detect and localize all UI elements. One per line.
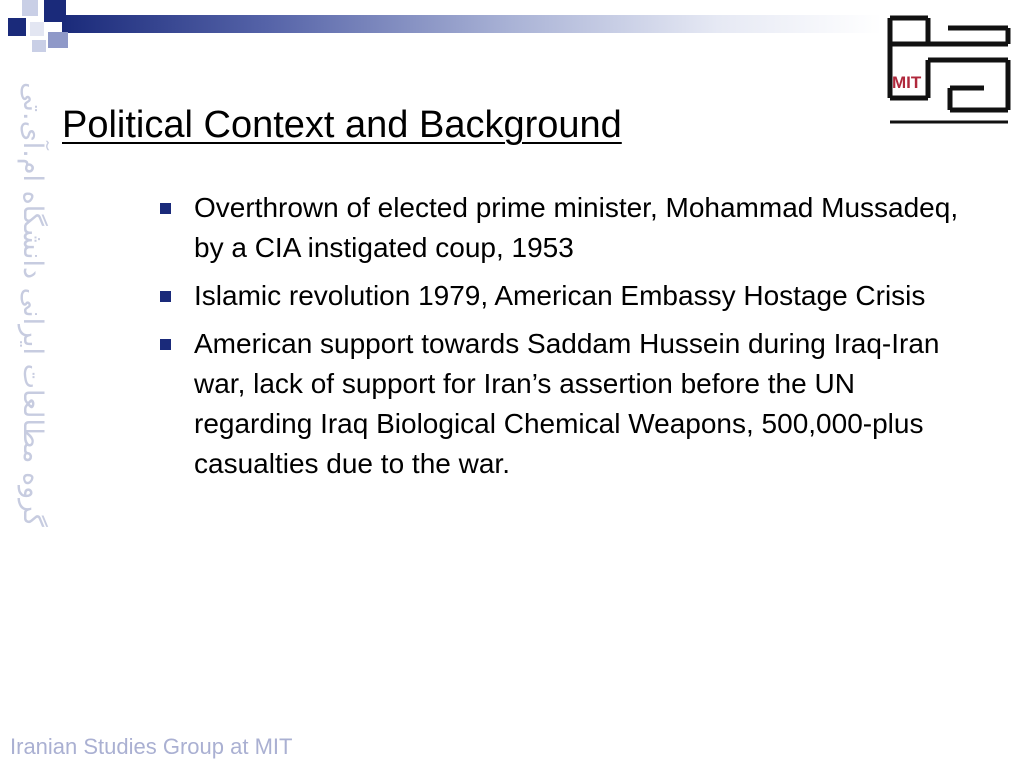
isg-logo xyxy=(884,14,1012,126)
decor-square xyxy=(48,32,68,48)
bullet-text: American support towards Saddam Hussein during Iraq-Iran war, lack of support for Iran’s assertion before the UN regarding Iraq Biological Chemical Weapons, 500,000-plus casualties due to the war. xyxy=(194,328,940,479)
logo-mit-text: MIT xyxy=(892,73,922,92)
bullet-item xyxy=(158,188,973,268)
square-bullet-icon xyxy=(160,339,171,350)
square-bullet-icon xyxy=(160,291,171,302)
slide-title: Political Context and Background xyxy=(62,104,622,146)
side-watermark: گروه مطالعات ایرانی دانشگاه ام.آی.تی xyxy=(17,82,48,527)
header-gradient-bar xyxy=(62,15,882,33)
footer-text: Iranian Studies Group at MIT xyxy=(10,734,293,759)
decor-square xyxy=(32,40,46,52)
bullet-item xyxy=(158,276,973,316)
bullet-item xyxy=(158,324,973,484)
decor-square xyxy=(30,22,44,36)
decor-square xyxy=(8,18,26,36)
bullet-list xyxy=(158,188,973,492)
square-bullet-icon xyxy=(160,203,171,214)
decor-square xyxy=(44,0,66,22)
bullet-text: Overthrown of elected prime minister, Mohammad Mussadeq, by a CIA instigated coup, 1953 xyxy=(194,192,959,263)
decor-square xyxy=(22,0,38,16)
bullet-text: Islamic revolution 1979, American Embassy Hostage Crisis xyxy=(194,280,926,311)
